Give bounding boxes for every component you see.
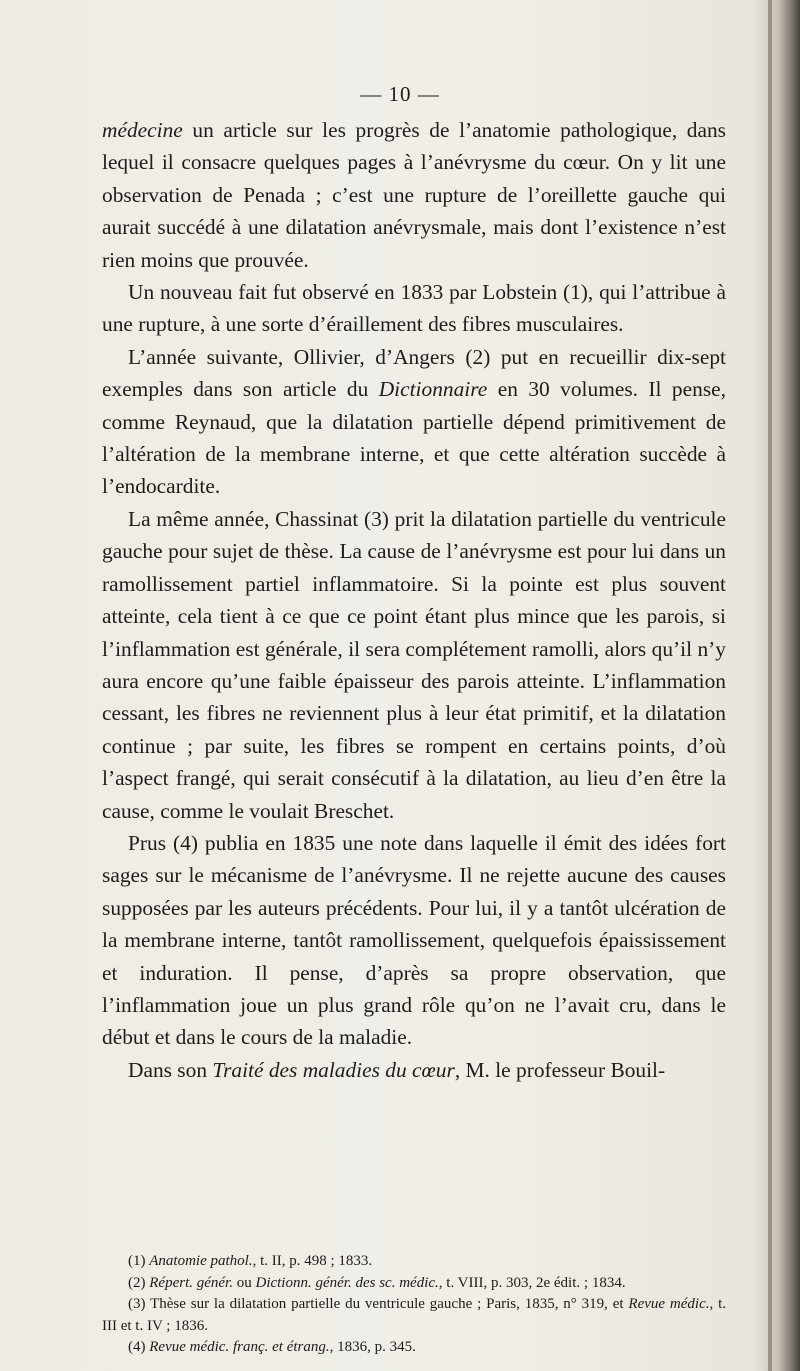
paragraph	[102, 827, 726, 1054]
main-text	[102, 114, 726, 1086]
page-number: — 10 —	[360, 82, 440, 106]
text-segment: Traité des maladies du cœur	[212, 1057, 455, 1082]
text-segment: Dictionn. génér. des sc. médic.	[255, 1274, 439, 1291]
footnote	[102, 1294, 726, 1337]
text-segment: La même année, Chassinat (3) prit la dilatation partielle du ventricule gauche pour sujet de thèse. La cause de l’anévrysme est pour lui dans un ramollissement partiel inflammatoire. Si la pointe est plus souvent atteinte, cela tient à ce que ce point étant plus mince que les parois, si l’inflammation est générale, il sera complétement ramolli, alors qu’il n’y aura encore qu’une faible épaisseur des parois atteinte. L’inflammation cessant, les fibres ne reviennent plus à leur état primitif, et la dilatation continue ; par suite, les fibres se rompent en certains points, d’où l’aspect frangé, qui serait consécutif à la dilatation, au lieu d’en être la cause, comme le voulait Breschet.	[102, 506, 726, 823]
footnote	[102, 1251, 726, 1273]
text-segment: (3) Thèse sur la dilatation partielle du ventricule gauche ; Paris, 1835, n° 319, et	[128, 1296, 629, 1313]
text-segment: (2)	[128, 1274, 150, 1291]
text-segment: Dans son	[128, 1057, 213, 1082]
paragraph	[102, 1054, 726, 1086]
footnote	[102, 1337, 726, 1359]
text-segment: (1)	[128, 1253, 150, 1269]
text-segment: L’année suivante, Ollivier, d’Angers (2) put en recueillir dix-sept exemples dans son article du	[102, 344, 726, 402]
text-segment: Revue médic. franç. et étrang.	[149, 1339, 330, 1356]
footnotes	[102, 1251, 726, 1359]
text-segment: , t. VIII, p. 303, 2e édit. ; 1834.	[438, 1274, 626, 1291]
paragraph	[102, 341, 726, 503]
text-segment: , M. le professeur Bouil-	[454, 1057, 666, 1082]
text-segment: médecine	[102, 118, 183, 142]
text-segment: Revue médic.	[628, 1296, 710, 1313]
text-segment: Un nouveau fait fut observé en 1833 par Lobstein (1), qui l’attribue à une rupture, à une sorte d’éraillement des fibres musculaires.	[102, 280, 726, 337]
text-segment: Prus (4) publia en 1835 une note dans laquelle il émit des idées fort sages sur le mécanisme de l’anévrysme. Il ne rejette aucune des causes supposées par les auteurs précédents. Pour lui, il y a tantôt ulcération de la membrane interne, tantôt ramollissement, quelquefois épaississement et induration. Il pense, d’après sa propre observation, que l’inflammation joue un plus grand rôle qu’on ne l’avait cru, dans le début et dans le cours de la maladie.	[102, 830, 726, 1050]
text-segment: Anatomie pathol.	[149, 1253, 253, 1269]
paragraph	[102, 114, 726, 276]
footnote	[102, 1273, 726, 1295]
text-segment: (4)	[128, 1339, 150, 1356]
text-segment: ou	[232, 1274, 256, 1291]
text-segment: , 1836, p. 345.	[329, 1339, 416, 1356]
text-segment: en 30 volumes. Il pense, comme Reynaud, que la dilatation partielle dépend primitivement de l’altération de la membrane interne, et que cette altération succède à l’endocardite.	[102, 377, 726, 499]
text-segment: , t. II, p. 498 ; 1833.	[252, 1253, 373, 1269]
text-segment: , t. III et t. IV ; 1836.	[102, 1296, 727, 1334]
text-segment: un article sur les progrès de l’anatomie pathologique, dans lequel il consacre quelques pages à l’anévrysme du cœur. On y lit une observation de Penada ; c’est une rupture de l’oreillette gauche qui aurait succédé à une dilatation anévrysmale, mais dont l’existence n’est rien moins que prouvée.	[102, 118, 726, 272]
page-binding-edge	[768, 0, 772, 1371]
paragraph	[102, 503, 726, 827]
page-edge-shadow	[752, 0, 800, 1371]
text-segment: Dictionnaire	[378, 377, 488, 402]
text-segment: Répert. génér.	[149, 1274, 233, 1291]
paragraph	[102, 276, 726, 341]
